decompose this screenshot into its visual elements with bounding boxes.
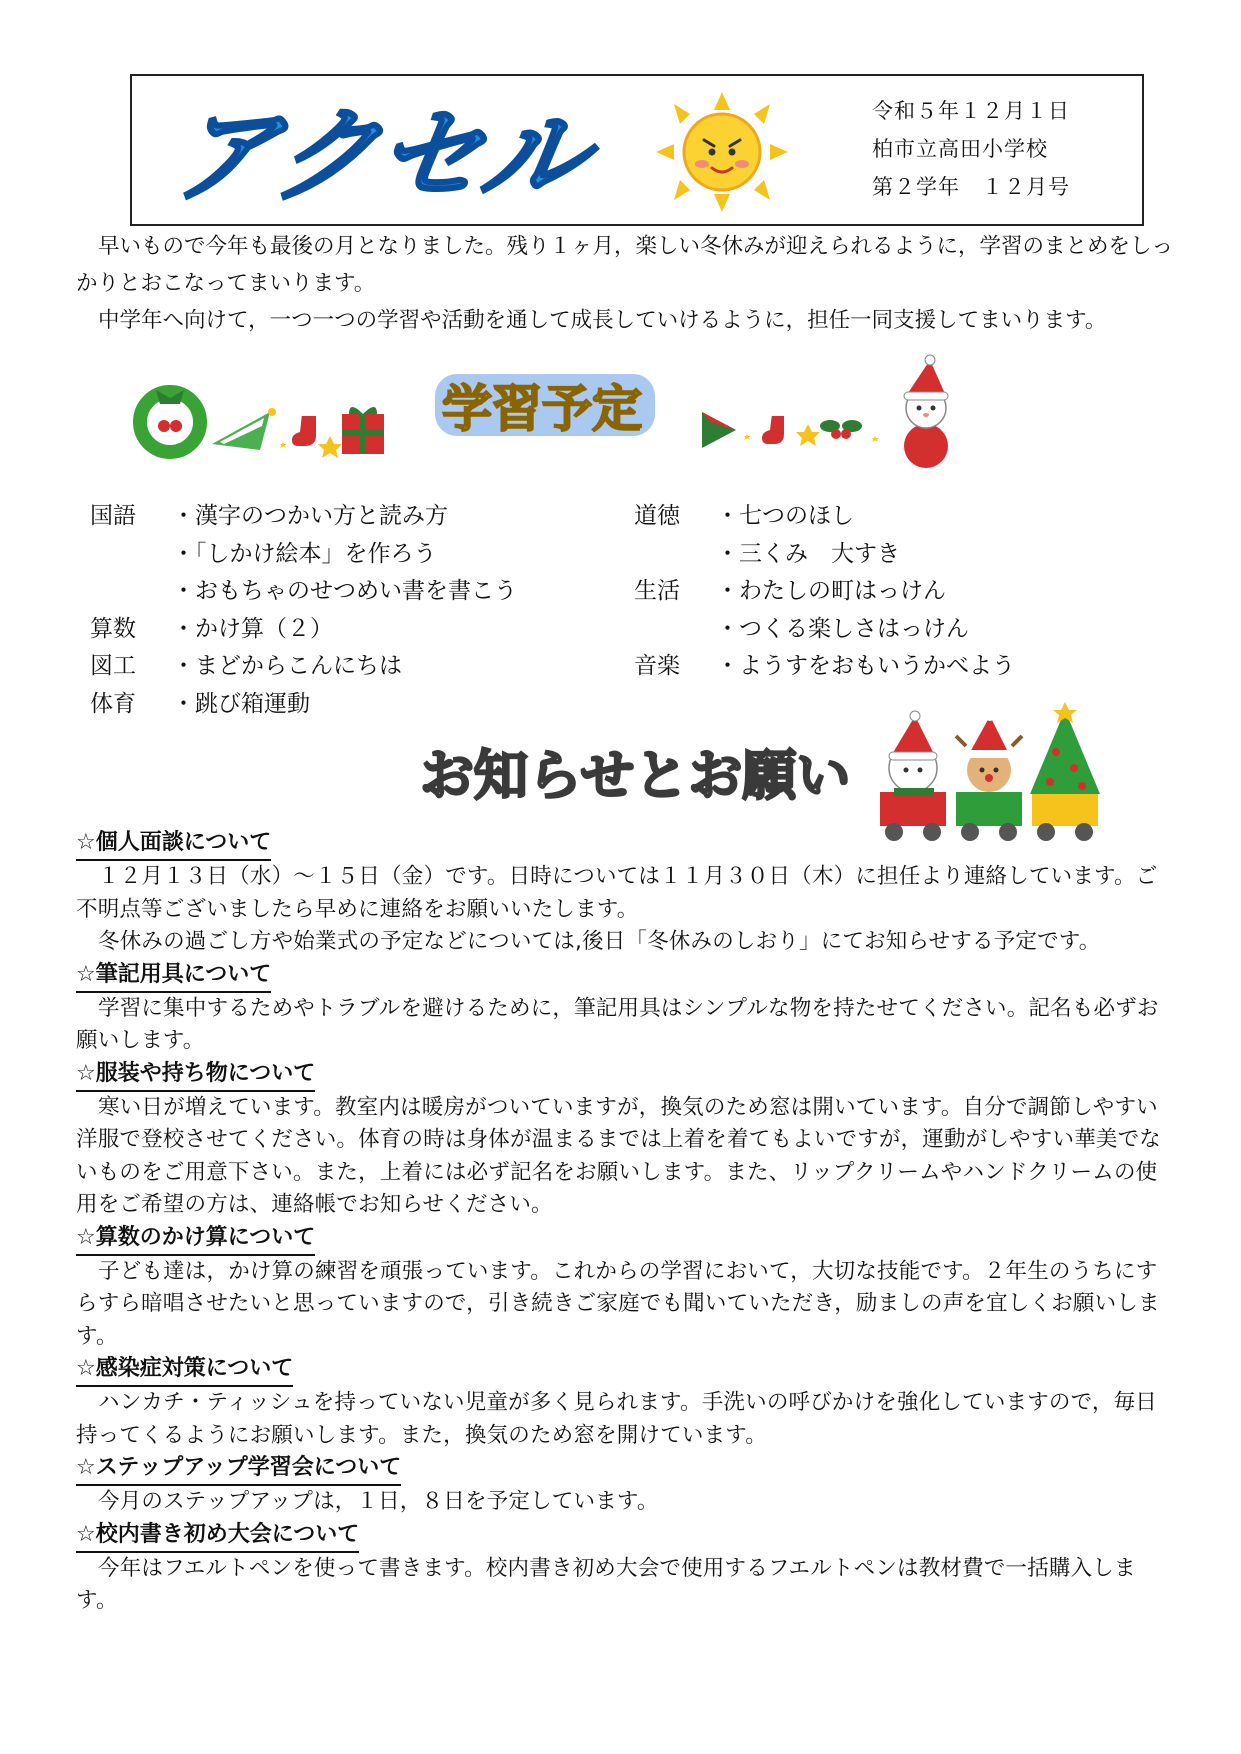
schedule-item: ・おもちゃのせつめい書を書こう	[172, 578, 517, 604]
stocking-icon	[292, 410, 318, 446]
party-hat-icon	[702, 412, 736, 448]
notice-title: お知らせとお願い	[420, 744, 851, 807]
notice-heading: ☆服装や持ち物について	[76, 1058, 315, 1092]
schedule-title	[435, 374, 655, 438]
star-icon	[872, 436, 879, 442]
schedule-row	[634, 536, 1015, 574]
schedule-item: ・かけ算（２）	[172, 615, 333, 642]
schedule-row	[90, 573, 517, 611]
schedule-row	[90, 498, 517, 536]
schedule-item: ・三くみ 大すき	[716, 540, 900, 567]
schedule-item: ・わたしの町はっけん	[716, 578, 946, 604]
schedule-row	[634, 573, 1015, 611]
subject-label: 図工	[90, 653, 136, 679]
schedule-right-column	[634, 498, 1015, 686]
schedule-item: ・つくる楽しさはっけん	[716, 615, 969, 642]
svg-text:学習予定: 学習予定	[442, 380, 642, 438]
schedule-row	[634, 611, 1015, 649]
notice-item	[76, 1058, 1176, 1222]
christmas-tree-train-car-icon	[1030, 702, 1100, 841]
header-box	[130, 74, 1144, 226]
schedule-item: ・「しかけ絵本」を作ろう	[172, 540, 437, 567]
schedule-row	[634, 648, 1015, 686]
notice-paragraph: 今月のステップアップは，１日，８日を予定しています。	[98, 1489, 659, 1514]
snowman-train-car-icon	[880, 711, 946, 841]
notice-heading: ☆個人面談について	[76, 827, 271, 861]
schedule-left-column	[90, 498, 517, 723]
schedule-item: ・跳び箱運動	[172, 690, 310, 717]
notice-heading: ☆筆記用具について	[76, 959, 271, 993]
schedule-row	[90, 536, 517, 574]
notice-paragraph: 寒い日が増えています。教室内は暖房がついていますが，換気のため窓は開いています。自分で調節しやすい洋服で登校させてください。体育の時は身体が温まるまでは上着を着てもよいですが，運動がしやすい華美でないものをご用意下さい。また，上着には必ず記名をお願いします。また、リップクリームやハンドクリームの使用をご希望の方は、連絡帳でお知らせください。	[76, 1094, 1162, 1217]
star-icon	[280, 442, 287, 448]
notice-paragraph: １２月１３日（水）～１５日（金）です。日時については１１月３０日（木）に担任より連絡しています。ご不明点等ございましたら早めに連絡をお願いいたします。	[76, 864, 1158, 922]
star-icon	[318, 436, 342, 458]
notice-heading: ☆感染症対策について	[76, 1353, 293, 1387]
holly-icon	[820, 420, 862, 439]
notice-item	[76, 959, 1176, 1058]
schedule-item: ・七つのほし	[716, 503, 854, 529]
intro-section	[76, 228, 1176, 339]
notice-item	[76, 1353, 1176, 1452]
issue-date: 令和５年１２月１日	[872, 99, 1070, 123]
subject-label: 国語	[90, 503, 136, 529]
snowman-icon	[904, 355, 948, 468]
notice-paragraph: 子ども達は，かけ算の練習を頑張っています。これからの学習において，大切な技能です。２年生のうちにすらすら暗唱させたいと思っていますので，引き続きご家庭でも聞いていただき，励ましの声を宜しくお願いします。	[76, 1258, 1160, 1349]
notice-banner	[410, 696, 1140, 848]
subject-label: 音楽	[634, 653, 680, 679]
schedule-banner	[130, 352, 1130, 470]
subject-label: 生活	[634, 578, 680, 604]
notice-heading: ☆ステップアップ学習会について	[76, 1452, 401, 1486]
notice-paragraph: 今年はフエルトペンを使って書きます。校内書き初め大会で使用するフエルトペンは教材費で一括購入します。	[76, 1555, 1136, 1613]
notice-heading: ☆校内書き初め大会について	[76, 1519, 359, 1553]
reindeer-train-car-icon	[956, 711, 1022, 841]
subject-label: 算数	[90, 615, 136, 642]
notices-section	[76, 827, 1176, 1618]
notice-paragraph: 学習に集中するためやトラブルを避けるために，筆記用具はシンプルな物を持たせてください。記名も必ずお願いします。	[76, 995, 1159, 1053]
intro-paragraph: 中学年へ向けて，一つ一つの学習や活動を通して成長していけるように，担任一同支援してまいります。	[98, 308, 1107, 333]
gift-box-icon	[342, 407, 384, 454]
subject-label: 体育	[90, 690, 136, 717]
wreath-icon	[140, 390, 200, 452]
header-info	[872, 92, 1070, 206]
schedule-row	[90, 648, 517, 686]
akuseru-logo	[164, 88, 595, 217]
intro-paragraph: 早いもので今年も最後の月となりました。残り１ヶ月，楽しい冬休みが迎えられるように，学習のまとめをしっかりとおこなってまいります。	[76, 234, 1174, 296]
schedule-item: ・漢字のつかい方と読み方	[172, 503, 448, 529]
schedule-row	[90, 611, 517, 649]
logo-text: アクセル	[164, 95, 595, 217]
stocking-icon	[762, 410, 786, 444]
sun-icon	[652, 90, 792, 214]
schedule-row	[634, 498, 1015, 536]
star-icon	[744, 434, 751, 440]
notice-paragraph: ハンカチ・ティッシュを持っていない児童が多く見られます。手洗いの呼びかけを強化していますので，毎日持ってくるようにお願いします。また，換気のため窓を開けています。	[76, 1390, 1158, 1448]
schedule-item: ・ようすをおもいうかべよう	[716, 653, 1015, 679]
issue-number: 第２学年 １２月号	[872, 175, 1070, 199]
party-hat-icon	[212, 408, 276, 450]
notice-item	[76, 1222, 1176, 1354]
subject-label: 道徳	[634, 503, 680, 529]
school-name: 柏市立高田小学校	[872, 137, 1048, 161]
notice-paragraph: 冬休みの過ごし方や始業式の予定などについては,後日「冬休みのしおり」にてお知らせする予定です。	[98, 929, 1101, 954]
notice-item	[76, 827, 1176, 959]
notice-item	[76, 1519, 1176, 1618]
notice-heading: ☆算数のかけ算について	[76, 1222, 315, 1256]
star-icon	[796, 424, 820, 446]
notice-item	[76, 1452, 1176, 1519]
schedule-item: ・まどからこんにちは	[172, 653, 402, 679]
